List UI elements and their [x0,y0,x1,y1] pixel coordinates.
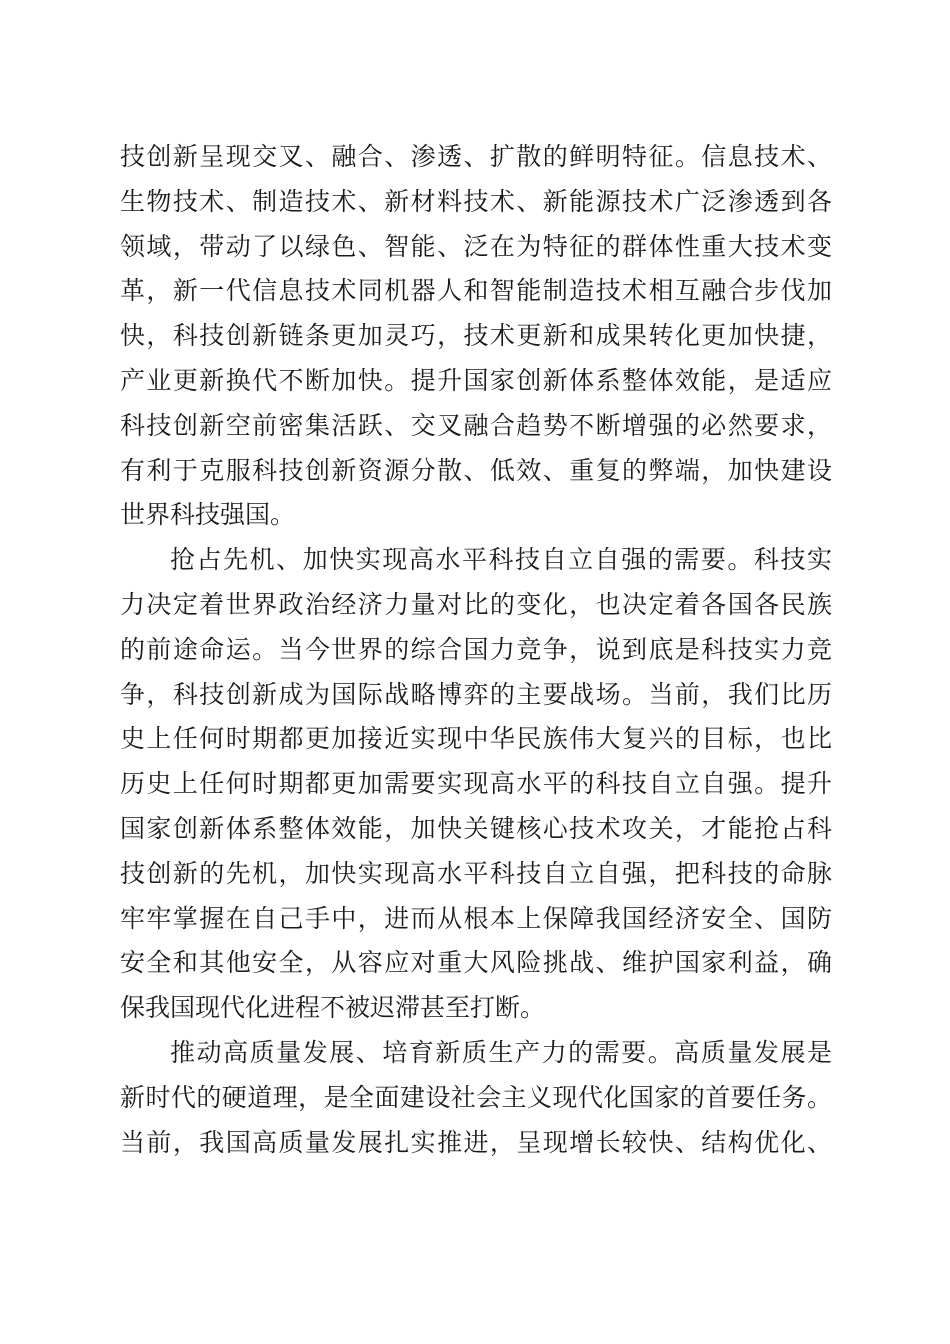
text-line: 世界科技强国。 [120,500,296,530]
text-line: 保我国现代化进程不被迟滞甚至打断。 [120,993,546,1023]
text-line: 技创新呈现交叉、融合、渗透、扩散的鲜明特征。信息技术、 [120,142,832,171]
text-line: 领域，带动了以绿色、智能、泛在为特征的群体性重大技术变 [120,231,832,261]
text-line: 国家创新体系整体效能，加快关键核心技术攻关，才能抢占科 [120,813,832,843]
text-line: 快，科技创新链条更加灵巧，技术更新和成果转化更加快捷， [120,321,832,351]
body-text [120,135,832,1165]
text-line: 牢牢掌握在自己手中，进而从根本上保障我国经济安全、国防 [120,903,832,933]
text-line: 的前途命运。当今世界的综合国力竞争，说到底是科技实力竞 [120,634,832,664]
text-line: 抢占先机、加快实现高水平科技自立自强的需要。科技实 [170,545,832,575]
text-line: 争，科技创新成为国际战略博弈的主要战场。当前，我们比历 [120,679,832,709]
text-line: 产业更新换代不断加快。提升国家创新体系整体效能，是适应 [120,365,832,395]
text-line: 科技创新空前密集活跃、交叉融合趋势不断增强的必然要求， [120,410,832,440]
text-line: 力决定着世界政治经济力量对比的变化，也决定着各国各民族 [120,589,832,619]
text-line: 革，新一代信息技术同机器人和智能制造技术相互融合步伐加 [120,276,832,306]
text-line: 历史上任何时期都更加需要实现高水平的科技自立自强。提升 [120,769,832,799]
text-line: 生物技术、制造技术、新材料技术、新能源技术广泛渗透到各 [120,186,832,216]
text-line: 技创新的先机，加快实现高水平科技自立自强，把科技的命脉 [120,858,832,888]
text-line: 安全和其他安全，从容应对重大风险挑战、维护国家利益，确 [120,948,832,978]
text-line: 当前，我国高质量发展扎实推进，呈现增长较快、结构优化、 [120,1127,832,1157]
text-line: 有利于克服科技创新资源分散、低效、重复的弊端，加快建设 [120,455,832,485]
text-line: 新时代的硬道理，是全面建设社会主义现代化国家的首要任务。 [120,1082,832,1112]
text-line: 史上任何时期都更加接近实现中华民族伟大复兴的目标，也比 [120,724,832,754]
text-line: 推动高质量发展、培育新质生产力的需要。高质量发展是 [170,1037,832,1067]
